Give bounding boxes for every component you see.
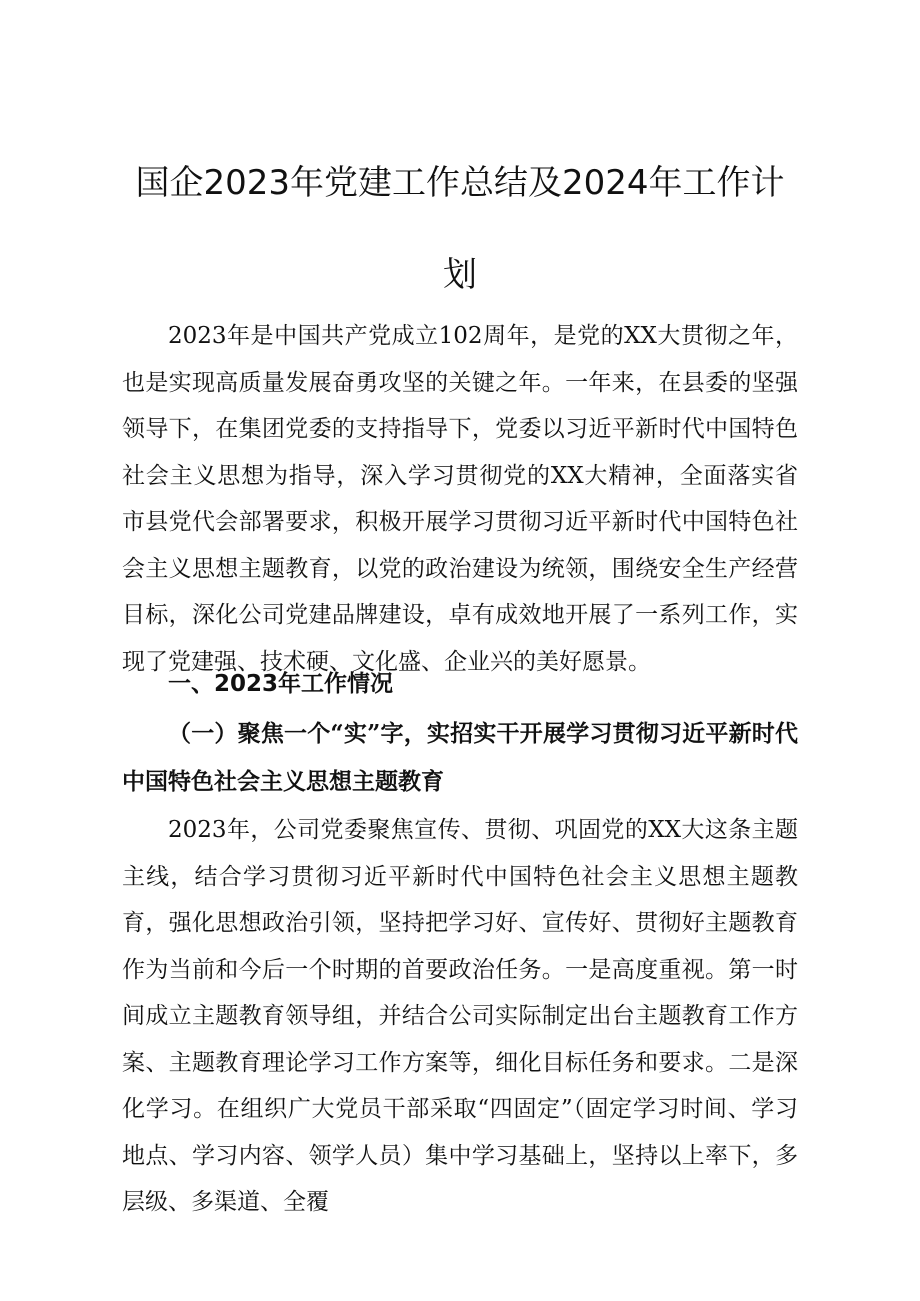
subsection-heading-1: （一）聚焦一个“实”字，实招实干开展学习贯彻习近平新时代中国特色社会主义思想主题教育: [122, 720, 798, 795]
document-title-line1: 国企2023年党建工作总结及2024年工作计: [135, 163, 785, 203]
section-heading-1: 一、2023年工作情况: [168, 671, 394, 697]
intro-paragraph: 2023年是中国共产党成立102周年，是党的XX大贯彻之年，也是实现高质量发展奋勇攻坚的关键之年。一年来，在县委的坚强领导下，在集团党委的支持指导下，党委以习近平新时代中国特色社会主义思想为指导，深入学习贯彻党的XX大精神，全面落实省市县党代会部署要求，积极开展学习贯彻习近平新时代中国特色社会主义思想主题教育，以党的政治建设为统领，围绕安全生产经营目标，深化公司党建品牌建设，卓有成效地开展了一系列工作，实现了党建强、技术硬、文化盛、企业兴的美好愿景。: [122, 323, 798, 675]
body-paragraph-2: 2023年，公司党委聚焦宣传、贯彻、巩固党的XX大这条主题主线，结合学习贯彻习近平新时代中国特色社会主义思想主题教育，强化思想政治引领，坚持把学习好、宣传好、贯彻好主题教育作为当前和今后一个时期的首要政治任务。一是高度重视。第一时间成立主题教育领导组，并结合公司实际制定出台主题教育工作方案、主题教育理论学习工作方案等，细化目标任务和要求。二是深化学习。在组织广大党员干部采取“四固定”（固定学习时间、学习地点、学习内容、领学人员）集中学习基础上，坚持以上率下，多层级、多渠道、全覆: [122, 817, 798, 1215]
document-title-line2: 划: [443, 255, 477, 295]
